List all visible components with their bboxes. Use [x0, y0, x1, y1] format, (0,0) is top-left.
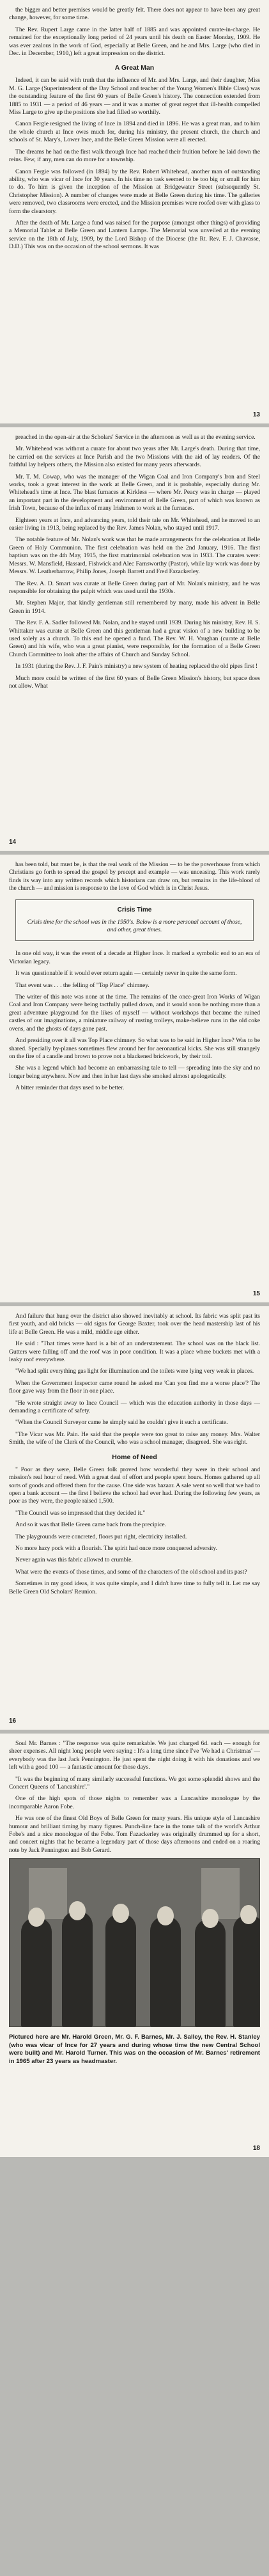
paragraph: No more hazy pock with a flourish. The spirit had once more conquered adversity.: [15, 1544, 217, 1552]
paragraph: Indeed, it can be said with truth that the influence of Mr. and Mrs. Large, and their daughter, Miss M. G. Large (Superintendent of the Day School and teacher of the Young Women's Bible Class) was the outstanding feature of the first 60 years of Belle Green's history. The connection extended from 1885 to 1931 — a period of 46 years — and it was a matter of great regret that ill-health compelled Miss Large to give up the positions she had filled so worthily.: [9, 77, 260, 116]
callout-title: Crisis Time: [117, 906, 152, 913]
page-number: 13: [252, 411, 260, 418]
paragraph: And failure that hung over the district also showed inevitably at school. Its fabric was split past its first youth, and old bricks — old signs for George Baxter, took over the head mastership last of his life at Belle Green. He was a mild, middle age either.: [9, 1313, 260, 1336]
photo-figure: [233, 1915, 260, 2027]
paragraph: He said : "That times were hard is a bit of an understatement. The school was on the black list. Gutters were falling off and the roof was in poor condition. It was a place where buckets met with a leaky roof everywhere.: [9, 1340, 260, 1364]
page-18: [0, 1734, 269, 2161]
paragraph: The dreams he had on the first walk through Ince had reached their fruition before he laid down the reins. Few, if any, men can do more for a township.: [9, 148, 260, 164]
photo-figure: [150, 1916, 181, 2027]
page-number: 16: [9, 1718, 17, 1725]
paragraph: In 1931 (during the Rev. J. F. Pain's ministry) a new system of heating replaced the old pipes first !: [15, 663, 258, 670]
page-number: 14: [9, 839, 17, 846]
paragraph: And so it was that Belle Green came back from the precipice.: [15, 1521, 167, 1529]
paragraph: preached in the open-air at the Scholars' Service in the afternoon as well as at the evening service.: [15, 434, 256, 441]
page-14: [0, 427, 269, 855]
paragraph: the bigger and better premises would be greatly felt. There does not appear to have been any great change, however, for some time.: [9, 6, 260, 22]
page-13: [0, 0, 269, 427]
paragraph: The notable feature of Mr. Nolan's work was that he made arrangements for the celebration at Belle Green of Holy Communion. The first celebration was held on the 2nd January, 1916. The first baptism was on the 4th May, 1915, the first matrimonial celebration was in 1933. The curates were: Messrs. W. Mansfield, Hassard, Fishwick and Alec Farnsworthy (Pastor), while lay work was done by Messrs. W. Leatherbarrow, Philip Jones, Joseph Barrett and Fred Fazackerley.: [9, 536, 260, 576]
paragraph: Soul Mr. Barnes : "The response was quite remarkable. We just charged 6d. each — enough for sheer expenses. All night long people were saying : It's a long time since I've 'We had a Christmas' — everybody was the last Jack Pennington. He just spent the night doing it with his donations and we left with a good 100 — a fantastic amount for those days.: [9, 1740, 260, 1771]
paragraph: He was one of the finest Old Boys of Belle Green for many years. His unique style of Lancashire humour and brilliant timing by many figures. Punch-line face in the tome talk of the world's Arthur Fobe's and a nice monologue of the Fobe. Tom Fazackerley was originally drummed up for a short, and concert nights that he became a legendary part of those days afternoons and ended on a roaring note by Jack Pennington and Bob Gerard.: [9, 1815, 260, 1854]
paragraph: Mr. Whitehead was without a curate for about two years after Mr. Large's death. During that time, he carried on the services at Ince Parish and the two Missions with the aid of lay readers. Of the faithful lay helpers others, the Mission also existed for many years afterwards.: [9, 445, 260, 469]
photo-figure: [62, 1911, 93, 2027]
paragraph: The Rev. A. D. Smart was curate at Belle Green during part of Mr. Nolan's ministry, and he was responsible for obtaining the pulpit which was used until the 1930s.: [9, 580, 260, 595]
paragraph: Much more could be written of the first 60 years of Belle Green Mission's history, but space does not allow. What: [9, 674, 260, 690]
photo-figure: [105, 1914, 136, 2027]
photo-figure: [195, 1919, 226, 2027]
paragraph: Mr. T. M. Cowap, who was the manager of the Wigan Coal and Iron Company's Iron and Steel works, took a great interest in the work at Belle Green, and it is probable, especially during Mr. Whitehead's time at Ince. The blast furnaces at Kirkless — where Mr. Peacy was in charge — played an important part in the development and environment of Belle Green, part of which was known as Irish Town, because of the influx of many Irishmen to work at the furnaces.: [9, 473, 260, 512]
page-number: 18: [252, 2145, 260, 2152]
paragraph: It was questionable if it would ever return again — certainly never in quite the same form.: [15, 970, 237, 977]
paragraph: "It was the beginning of many similarly successful functions. We got some splendid shows and the Concert Queens of 'Lancashire'.": [9, 1775, 260, 1791]
paragraph: Never again was this fabric allowed to crumble.: [15, 1556, 133, 1564]
paragraph: "When the Council Surveyor came he simply said he couldn't give it such a certificate.: [15, 1419, 228, 1426]
paragraph: In one old way, it was the event of a decade at Higher Ince. It marked a symbolic end to an era of Victorian legacy.: [9, 950, 260, 965]
paragraph: The writer of this note was none at the time. The remains of the once-great Iron Works of Wigan Coal and Iron Company were being tactfully pulled down, and it would soon be nothing more than a great adventure playground for the likes of myself — without workshops that became the ruined castles of our imaginations, a miniature railway of rusting trolleys, make-believe runs in the old coke ovens, and the ghosts of days gone past.: [9, 993, 260, 1032]
photo-figure: [21, 1918, 52, 2027]
paragraph: "He wrote straight away to Ince Council — which was the education authority in those days — demanding a certificate of safety.: [9, 1399, 260, 1415]
group-photo: [9, 1858, 260, 2027]
paragraph: The Rev. F. A. Sadler followed Mr. Nolan, and he stayed until 1939. During his ministry, Rev. H. S. Whittaker was curate at Belle Green and this gentleman had a great vision of a new building to be used solely as a church. To this end he opened a fund. The Rev. W. H. Vaughan (curate at Belle Green) and his wife, who was a great pianist, were responsible, for the formation of a Belle Green Church Committee to look after the affairs of Church and Sunday School.: [9, 619, 260, 658]
page-16: [0, 1306, 269, 1734]
callout-body: Crisis time for the school was in the 1950's. Below is a more personal account of those, and other, great times.: [27, 918, 242, 934]
paragraph: Sometimes in my good ideas, it was quite simple, and I didn't have time to fully tell it. Let me say Belle Green Old Scholars' Reunion.: [9, 1580, 260, 1595]
paragraph: Canon Fergie resigned the living of Ince in 1894 and died in 1896. He was a great man, and to him the whole church at Ince owes much for, during his ministry, the present church, the church and schools of St. Mary's, Lower Ince, and the Belle Green Mission were all erected.: [9, 120, 260, 144]
paragraph: A bitter reminder that days used to be better.: [15, 1084, 125, 1092]
paragraph: She was a legend which had become an embarrassing tale to tell — spreading into the sky and no longer being anywhere. Now and then in her last days she smoked almost apologetically.: [9, 1064, 260, 1080]
paragraph: The playgrounds were concreted, floors put right, electricity installed.: [15, 1533, 187, 1540]
paragraph: That event was . . . the felling of "Top Place" chimney.: [15, 981, 150, 989]
paragraph: What were the events of those times, and some of the characters of the old school and its past?: [15, 1568, 247, 1576]
paragraph: Canon Fergie was followed (in 1894) by the Rev. Robert Whitehead, another man of outstanding ability, who was vicar of Ince for 30 years. In his time no task seemed to be too big or small for him to do. To him is given the inception of the Mission at Bridgewater Street (subsequently St. Christopher Mission). A number of changes were made at Belle Green during his time. The galleries were removed, two classrooms were erected, and the Mission premises were roofed over with glass to form the clearstory.: [9, 168, 260, 215]
page-15: [0, 855, 269, 1306]
paragraph: " Poor as they were, Belle Green folk proved how wonderful they were in their school and mission's real hour of need. With a great deal of effort and people spent hours. Homes gathered up all sorts of goods and offered them for the cause. One side was bazaar. A sale went so well that we had to open a bank account — the first I believe the school had ever had. During the following few years, as poor as they were, the people raised 1,500.: [9, 1466, 260, 1505]
paragraph: has been told, but must be, is that the real work of the Mission — to be the powerhouse from which Christians go forth to spread the gospel by precept and example — was unceasing. This work rarely finds its way into any written records which historians can draw on, but remains in the life-blood of the church — and mission is response to the love of God which is in Christ Jesus.: [9, 861, 260, 892]
paragraph: "The Council was so impressed that they decided it.": [15, 1509, 146, 1517]
paragraph: One of the high spots of those nights to remember was a Lancashire monologue by the incomparable Aaron Fobe.: [9, 1795, 260, 1810]
paragraph: The Rev. Rupert Large came in the latter half of 1885 and was appointed curate-in-charge. He remained for the exceptionally long period of 24 years until his death on Easter Monday, 1909. He was ever zealous in the work of God, especially at Belle Green, and he and Mrs. Large (who died in Dec. in December, 1910,) left a great impression on the district.: [9, 26, 260, 58]
photo-caption: Pictured here are Mr. Harold Green, Mr. G. F. Barnes, Mr. J. Salley, the Rev. H. Stanley (who was vicar of Ince for 27 years and during whose time the new Central School were built) and Mr. Harold Turner. This was on the occasion of Mr. Barnes' retirement in 1965 after 23 years as headmaster.: [9, 2034, 260, 2065]
paragraph: Eighteen years at Ince, and advancing years, told their tale on Mr. Whitehead, and he moved to an easier living in 1913, being replaced by the Rev. James Nolan, who stayed until 1917.: [9, 516, 260, 532]
paragraph: Mr. Stephen Major, that kindly gentleman still remembered by many, made his advent in Belle Green in 1914.: [9, 599, 260, 615]
section-heading: Home of Need: [112, 1453, 157, 1461]
callout-box: [15, 899, 254, 942]
paragraph: When the Government Inspector came round he asked me 'Can you find me a worse place'? The floor gave way from the floor in one place.: [9, 1379, 260, 1395]
page-number: 15: [252, 1290, 260, 1297]
section-heading: A Great Man: [114, 64, 155, 72]
paragraph: And presiding over it all was Top Place chimney. So what was to be said in Higher Ince? Was to be shared. Specially by-planes sometimes flew around her for aeronautical kicks. She was still strangely on the fire of a candle and brown to prove not a blackened brickwork, by their toil.: [9, 1037, 260, 1060]
paragraph: After the death of Mr. Large a fund was raised for the purpose (amongst other things) of providing a Memorial Tablet at Belle Green and Lantern Lamps. The Memorial was unveiled at the evening service on the 18th of July, 1909, by the Lord Bishop of the Diocese (the Rt. Rev. F. J. Chavasse, D.D.) This was on the occasion of the school sermons. It was: [9, 219, 260, 251]
paragraph: "We had split everything gas light for illumination and the toilets were lying very weak in places.: [15, 1368, 254, 1375]
paragraph: "The Vicar was Mr. Pain. He said that the people were too great to raise any money. Mrs. Walter Smith, the wife of the Clerk of the Council, who was a school manager, disagreed. She was right.: [9, 1430, 260, 1446]
